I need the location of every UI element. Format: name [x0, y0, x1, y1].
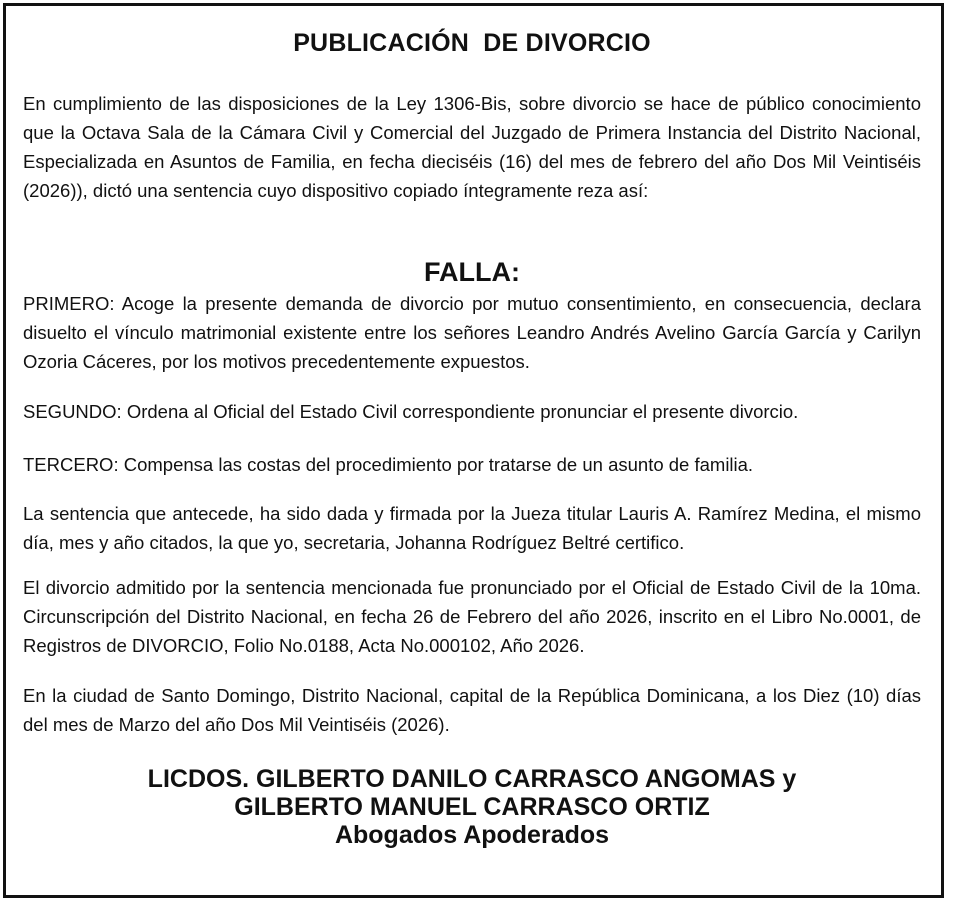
tercero-paragraph: TERCERO: Compensa las costas del procedimiento por tratarse de un asunto de familia. — [23, 454, 754, 475]
signature-line-3: Abogados Apoderados — [334, 821, 610, 849]
ciudad-paragraph: En la ciudad de Santo Domingo, Distrito Nacional, capital de la República Dominicana, a los Diez (10) días del mes de Marzo del año Dos Mil Veintiséis (2026). — [23, 685, 921, 735]
primero-paragraph: PRIMERO: Acoge la presente demanda de divorcio por mutuo consentimiento, en consecuencia, declara disuelto el vínculo matrimonial existente entre los señores Leandro Andrés Avelino García García y Carilyn Ozoria Cáceres, por los motivos precedentemente expuestos. — [23, 293, 921, 372]
sentencia-paragraph: La sentencia que antecede, ha sido dada y firmada por la Jueza titular Lauris A. Ramírez Medina, el mismo día, mes y año citados, la que yo, secretaria, Johanna Rodríguez Beltré certifico. — [23, 503, 921, 553]
divorcio-admitido-paragraph: El divorcio admitido por la sentencia mencionada fue pronunciado por el Oficial de Estado Civil de la 10ma. Circunscripción del Distrito Nacional, en fecha 26 de Febrero del año 2026, inscrito en el Libro No.0001, de Registros de DIVORCIO, Folio No.0188, Acta No.000102, Año 2026. — [23, 577, 921, 656]
signature-line-1: LICDOS. GILBERTO DANILO CARRASCO ANGOMAS y — [147, 765, 797, 793]
falla-heading: FALLA: — [424, 257, 520, 287]
notice-title: PUBLICACIÓN DE DIVORCIO — [293, 29, 651, 57]
intro-paragraph: En cumplimiento de las disposiciones de la Ley 1306-Bis, sobre divorcio se hace de público conocimiento que la Octava Sala de la Cámara Civil y Comercial del Juzgado de Primera Instancia del Distrito Nacional, Especializada en Asuntos de Familia, en fecha dieciséis (16) del mes de febrero del año Dos Mil Veintiséis (2026)), dictó una sentencia cuyo dispositivo copiado íntegramente reza así: — [23, 93, 921, 201]
signature-block — [23, 765, 921, 849]
segundo-paragraph: SEGUNDO: Ordena al Oficial del Estado Civil correspondiente pronunciar el presente divorcio. — [23, 401, 799, 422]
signature-line-2: GILBERTO MANUEL CARRASCO ORTIZ — [234, 793, 710, 821]
